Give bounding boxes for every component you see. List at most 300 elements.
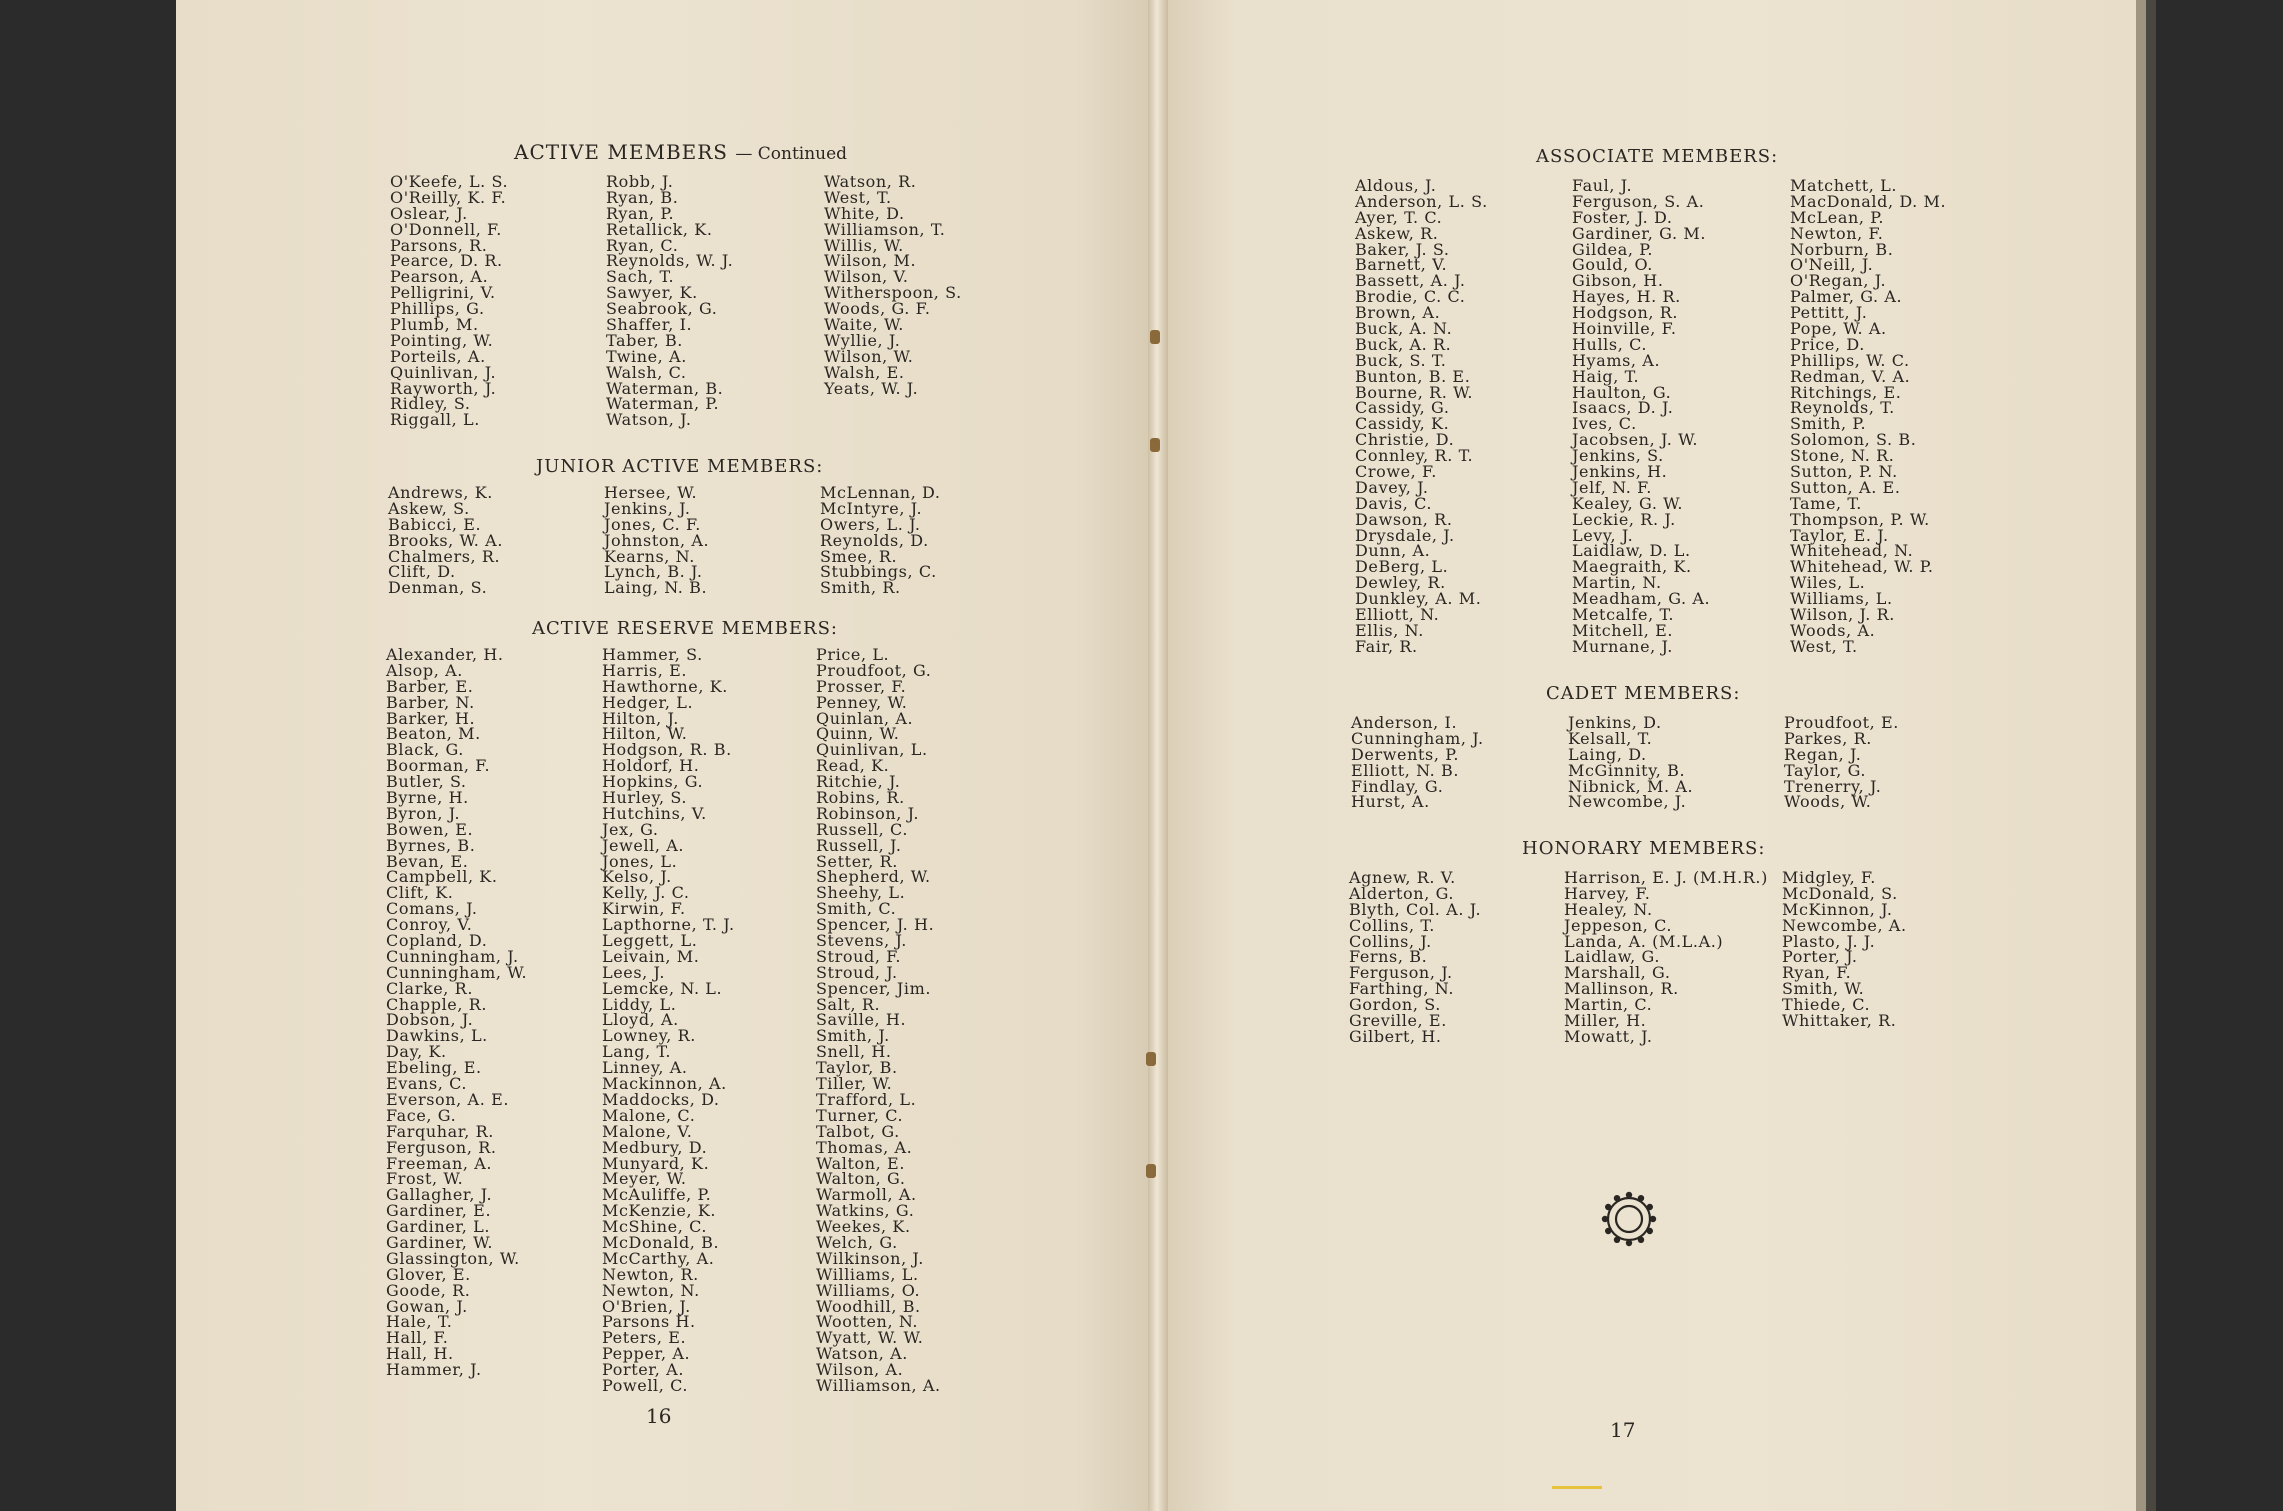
member-name: Metcalfe, T. <box>1572 605 1675 625</box>
member-name: Medbury, D. <box>602 1137 708 1157</box>
member-name: Hammer, S. <box>602 645 703 664</box>
member-name: Mowatt, J. <box>1564 1026 1653 1046</box>
member-name: Stevens, J. <box>816 931 907 951</box>
member-name: Ferguson, S. A. <box>1572 191 1705 211</box>
member-name: Davey, J. <box>1355 477 1429 497</box>
member-name: Brodie, C. C. <box>1355 287 1466 307</box>
member-name: Hodgson, R. <box>1572 303 1679 323</box>
active-col-2 <box>606 174 733 428</box>
member-name: Cassidy, K. <box>1355 414 1450 434</box>
member-name: Turner, C. <box>816 1105 904 1125</box>
member-name: Frost, W. <box>386 1169 464 1189</box>
member-name: Newton, F. <box>1790 223 1884 243</box>
member-name: Hilton, W. <box>602 724 688 744</box>
member-name: Norburn, B. <box>1790 239 1894 259</box>
member-name: Walton, E. <box>816 1153 906 1173</box>
member-name: Dawson, R. <box>1355 509 1453 529</box>
wreath-ornament-icon <box>1600 1190 1658 1248</box>
member-name: Findlay, G. <box>1351 776 1444 796</box>
member-name: Barker, H. <box>386 708 476 728</box>
member-name: Warmoll, A. <box>816 1185 917 1205</box>
member-name: Plumb, M. <box>390 315 479 335</box>
member-name: Russell, C. <box>816 819 909 839</box>
member-name: McKenzie, K. <box>602 1201 717 1221</box>
member-name: Martin, N. <box>1572 573 1662 593</box>
member-name: Ryan, P. <box>606 203 675 223</box>
member-name: Malone, C. <box>602 1105 696 1125</box>
member-name: Walsh, E. <box>824 362 905 382</box>
member-name: Midgley, F. <box>1782 868 1876 887</box>
member-name: Welch, G. <box>816 1232 898 1252</box>
member-name: Lynch, B. J. <box>604 562 703 582</box>
member-name: Hammer, J. <box>386 1360 482 1380</box>
member-name: Askew, R. <box>1355 223 1439 243</box>
member-name: Woods, G. F. <box>824 299 931 319</box>
active-col-1 <box>390 174 508 428</box>
member-name: Wilson, A. <box>816 1360 904 1380</box>
member-name: Jones, C. F. <box>604 514 701 534</box>
member-name: Levy, J. <box>1572 525 1634 545</box>
member-name: Jeppeson, C. <box>1564 915 1673 935</box>
member-name: Hawthorne, K. <box>602 676 728 696</box>
member-name: Willis, W. <box>824 235 904 255</box>
member-name: Landa, A. (M.L.A.) <box>1564 931 1724 951</box>
member-name: Face, G. <box>386 1105 457 1125</box>
member-name: Rayworth, J. <box>390 378 497 398</box>
member-name: Russell, J. <box>816 835 902 855</box>
member-name: O'Donnell, F. <box>390 219 502 239</box>
member-name: Hurley, S. <box>602 788 688 808</box>
junior-col-3 <box>820 485 941 596</box>
member-name: Walton, G. <box>816 1169 906 1189</box>
member-name: Maegraith, K. <box>1572 557 1692 577</box>
member-name: Jelf, N. F. <box>1572 477 1652 497</box>
member-name: White, D. <box>824 203 905 223</box>
member-name: Ferguson, J. <box>1349 963 1453 983</box>
member-name: Dawkins, L. <box>386 1026 488 1046</box>
member-name: Healey, N. <box>1564 899 1653 919</box>
member-name: Phillips, W. C. <box>1790 350 1910 370</box>
member-name: Beaton, M. <box>386 724 481 744</box>
member-name: Cassidy, G. <box>1355 398 1450 418</box>
member-name: Pepper, A. <box>602 1344 691 1364</box>
member-name: Kelsall, T. <box>1568 728 1653 748</box>
member-name: Glover, E. <box>386 1264 471 1284</box>
member-name: Harvey, F. <box>1564 883 1651 903</box>
member-name: Whitehead, W. P. <box>1790 557 1934 577</box>
member-name: Black, G. <box>386 740 464 760</box>
member-name: Seabrook, G. <box>606 299 718 319</box>
member-name: Wilson, W. <box>824 346 914 366</box>
member-name: Gordon, S. <box>1349 995 1441 1015</box>
member-name: Ayer, T. C. <box>1355 207 1443 227</box>
member-name: Hall, H. <box>386 1344 454 1364</box>
member-name: Glassington, W. <box>386 1248 520 1268</box>
member-name: Byrne, H. <box>386 788 469 808</box>
active-members-heading <box>514 140 847 164</box>
yellow-mark <box>1552 1486 1602 1489</box>
member-name: Tiller, W. <box>816 1074 893 1094</box>
member-name: Boorman, F. <box>386 756 491 776</box>
member-name: Hulls, C. <box>1572 334 1648 354</box>
member-name: Taylor, G. <box>1784 760 1867 780</box>
cadet-col-2 <box>1568 715 1693 810</box>
member-name: Faul, J. <box>1572 176 1633 195</box>
member-name: Thiede, C. <box>1782 995 1871 1015</box>
staple-hole <box>1150 438 1160 452</box>
member-name: Wyatt, W. W. <box>816 1328 924 1348</box>
member-name: Hyams, A. <box>1572 350 1661 370</box>
member-name: Hedger, L. <box>602 692 694 712</box>
heading-text: ACTIVE MEMBERS <box>514 140 728 164</box>
member-name: Buck, A. N. <box>1355 319 1453 339</box>
member-name: Malone, V. <box>602 1121 693 1141</box>
member-name: Solomon, S. B. <box>1790 430 1917 450</box>
member-name: Parsons, R. <box>390 235 488 255</box>
honorary-col-1 <box>1349 870 1481 1045</box>
member-name: McIntyre, J. <box>820 498 923 518</box>
member-name: Hutchins, V. <box>602 803 707 823</box>
member-name: Woods, W. <box>1784 792 1872 812</box>
member-name: Proudfoot, E. <box>1784 713 1899 732</box>
member-name: Clift, K. <box>386 883 454 903</box>
member-name: O'Regan, J. <box>1790 271 1887 291</box>
member-name: Barber, N. <box>386 692 475 712</box>
member-name: Trenerry, J. <box>1784 776 1882 796</box>
member-name: Pope, W. A. <box>1790 319 1887 339</box>
member-name: Anderson, I. <box>1351 713 1458 732</box>
reserve-col-2 <box>602 647 735 1394</box>
member-name: Quinn, W. <box>816 724 900 744</box>
member-name: Haig, T. <box>1572 366 1640 386</box>
member-name: Christie, D. <box>1355 430 1455 450</box>
associate-col-1 <box>1355 178 1488 655</box>
member-name: McLennan, D. <box>820 483 941 502</box>
member-name: Lees, J. <box>602 962 666 982</box>
honorary-members-heading: HONORARY MEMBERS: <box>1522 838 1766 859</box>
member-name: Waterman, B. <box>606 378 724 398</box>
member-name: Dobson, J. <box>386 1010 474 1030</box>
member-name: Farthing, N. <box>1349 979 1455 999</box>
member-name: Elliott, N. B. <box>1351 760 1460 780</box>
member-name: Fair, R. <box>1355 636 1418 656</box>
member-name: Goode, R. <box>386 1280 471 1300</box>
member-name: Newton, N. <box>602 1280 700 1300</box>
member-name: Ridley, S. <box>390 394 471 414</box>
member-name: Ferns, B. <box>1349 947 1428 967</box>
member-name: Porter, A. <box>602 1360 684 1380</box>
member-name: Setter, R. <box>816 851 898 871</box>
member-name: Woodhill, B. <box>816 1296 921 1316</box>
cadet-col-3 <box>1784 715 1899 810</box>
member-name: Ryan, B. <box>606 187 679 207</box>
member-name: Laidlaw, D. L. <box>1572 541 1691 561</box>
member-name: Smee, R. <box>820 546 898 566</box>
active-col-3 <box>824 174 962 396</box>
member-name: Regan, J. <box>1784 744 1862 764</box>
member-name: Laing, D. <box>1568 744 1647 764</box>
member-name: Blyth, Col. A. J. <box>1349 899 1482 919</box>
member-name: Taylor, E. J. <box>1790 525 1889 545</box>
cadet-members-heading: CADET MEMBERS: <box>1546 683 1741 704</box>
member-name: Robinson, J. <box>816 803 920 823</box>
member-name: Williams, L. <box>816 1264 919 1284</box>
member-name: McCarthy, A. <box>602 1248 715 1268</box>
member-name: Jex, G. <box>602 819 659 839</box>
page-number-left: 16 <box>646 1404 672 1428</box>
junior-col-2 <box>604 485 709 596</box>
member-name: Hersee, W. <box>604 483 698 502</box>
member-name: Reynolds, W. J. <box>606 251 734 271</box>
member-name: Smith, R. <box>820 578 901 598</box>
member-name: Drysdale, J. <box>1355 525 1455 545</box>
member-name: McDonald, S. <box>1782 883 1898 903</box>
member-name: Comans, J. <box>386 899 478 919</box>
member-name: Elliott, N. <box>1355 605 1440 625</box>
member-name: Lapthorne, T. J. <box>602 915 735 935</box>
member-name: Reynolds, T. <box>1790 398 1895 418</box>
heading-suffix: — Continued <box>735 144 848 164</box>
member-name: O'Keefe, L. S. <box>390 172 509 191</box>
member-name: Parkes, R. <box>1784 728 1872 748</box>
staple-hole <box>1150 330 1160 344</box>
member-name: Wilkinson, J. <box>816 1248 924 1268</box>
member-name: Wootten, N. <box>816 1312 919 1332</box>
member-name: McLean, P. <box>1790 207 1885 227</box>
member-name: McDonald, B. <box>602 1232 720 1252</box>
member-name: Jacobsen, J. W. <box>1572 430 1699 450</box>
member-name: Palmer, G. A. <box>1790 287 1903 307</box>
member-name: Derwents, P. <box>1351 744 1460 764</box>
member-name: Jenkins, S. <box>1572 446 1664 466</box>
member-name: Clarke, R. <box>386 978 474 998</box>
member-name: DeBerg, L. <box>1355 557 1449 577</box>
member-name: Chalmers, R. <box>388 546 501 566</box>
member-name: Robins, R. <box>816 788 905 808</box>
member-name: Byron, J. <box>386 803 461 823</box>
member-name: Whittaker, R. <box>1782 1011 1897 1031</box>
member-name: Wilson, M. <box>824 251 917 271</box>
member-name: Thompson, P. W. <box>1790 509 1930 529</box>
member-name: Retallick, K. <box>606 219 713 239</box>
honorary-col-2 <box>1564 870 1768 1045</box>
member-name: Nibnick, M. A. <box>1568 776 1694 796</box>
member-name: Laidlaw, G. <box>1564 947 1661 967</box>
member-name: Butler, S. <box>386 772 467 792</box>
member-name: Bassett, A. J. <box>1355 271 1466 291</box>
member-name: Gildea, P. <box>1572 239 1654 259</box>
member-name: Powell, C. <box>602 1375 689 1395</box>
junior-members-heading: JUNIOR ACTIVE MEMBERS: <box>536 456 824 477</box>
member-name: Holdorf, H. <box>602 756 700 776</box>
member-name: Askew, S. <box>388 498 470 518</box>
member-name: Anderson, L. S. <box>1355 191 1488 211</box>
member-name: Read, K. <box>816 756 890 776</box>
member-name: Jewell, A. <box>602 835 685 855</box>
member-name: Riggall, L. <box>390 410 480 430</box>
member-name: Watson, J. <box>606 410 692 430</box>
member-name: Williamson, A. <box>816 1375 941 1395</box>
member-name: Barnett, V. <box>1355 255 1448 275</box>
member-name: Owers, L. J. <box>820 514 921 534</box>
member-name: Foster, J. D. <box>1572 207 1673 227</box>
member-name: Stroud, F. <box>816 946 902 966</box>
member-name: Jones, L. <box>602 851 678 871</box>
member-name: Dunkley, A. M. <box>1355 589 1482 609</box>
member-name: Bunton, B. E. <box>1355 366 1471 386</box>
member-name: Denman, S. <box>388 578 488 598</box>
member-name: MacDonald, D. M. <box>1790 191 1947 211</box>
member-name: Buck, A. R. <box>1355 334 1452 354</box>
member-name: Brown, A. <box>1355 303 1441 323</box>
member-name: Hall, F. <box>386 1328 449 1348</box>
member-name: Conroy, V. <box>386 915 473 935</box>
member-name: Bourne, R. W. <box>1355 382 1474 402</box>
member-name: Ives, C. <box>1572 414 1637 434</box>
member-name: Watkins, G. <box>816 1201 915 1221</box>
member-name: Davis, C. <box>1355 493 1433 513</box>
member-name: Alsop, A. <box>386 660 463 680</box>
member-name: Sawyer, K. <box>606 283 698 303</box>
member-name: Penney, W. <box>816 692 908 712</box>
member-name: Bevan, E. <box>386 851 469 871</box>
member-name: Yeats, W. J. <box>824 378 919 398</box>
member-name: Weekes, K. <box>816 1217 911 1237</box>
member-name: Maddocks, D. <box>602 1089 720 1109</box>
member-name: Watson, R. <box>824 172 917 191</box>
member-name: Miller, H. <box>1564 1011 1647 1031</box>
member-name: Quinlan, A. <box>816 708 914 728</box>
member-name: Snell, H. <box>816 1042 892 1062</box>
member-name: Taylor, B. <box>816 1058 898 1078</box>
member-name: Witherspoon, S. <box>824 283 962 303</box>
member-name: Hopkins, G. <box>602 772 704 792</box>
member-name: Newcombe, A. <box>1782 915 1907 935</box>
member-name: Evans, C. <box>386 1074 468 1094</box>
member-name: Day, K. <box>386 1042 447 1062</box>
member-name: Gallagher, J. <box>386 1185 493 1205</box>
member-name: Gowan, J. <box>386 1296 468 1316</box>
member-name: Smith, P. <box>1790 414 1867 434</box>
member-name: Hoinville, F. <box>1572 319 1677 339</box>
member-name: Campbell, K. <box>386 867 498 887</box>
member-name: Meadham, G. A. <box>1572 589 1711 609</box>
member-name: Freeman, A. <box>386 1153 493 1173</box>
member-name: Johnston, A. <box>604 530 710 550</box>
member-name: McGinnity, B. <box>1568 760 1686 780</box>
member-name: Pointing, W. <box>390 330 494 350</box>
member-name: Crowe, F. <box>1355 462 1437 482</box>
member-name: Shaffer, I. <box>606 315 693 335</box>
member-name: West, T. <box>1790 636 1858 656</box>
member-name: Leckie, R. J. <box>1572 509 1676 529</box>
member-name: Collins, J. <box>1349 931 1432 951</box>
member-name: Gardiner, G. M. <box>1572 223 1707 243</box>
member-name: Mitchell, E. <box>1572 620 1674 640</box>
member-name: Martin, C. <box>1564 995 1653 1015</box>
member-name: Ellis, N. <box>1355 620 1424 640</box>
member-name: Lowney, R. <box>602 1026 696 1046</box>
member-name: Proudfoot, G. <box>816 660 932 680</box>
member-name: Murnane, J. <box>1572 636 1673 656</box>
member-name: Munyard, K. <box>602 1153 710 1173</box>
member-name: Sheehy, L. <box>816 883 906 903</box>
member-name: Mallinson, R. <box>1564 979 1679 999</box>
member-name: Quinlivan, J. <box>390 362 497 382</box>
member-name: Ryan, F. <box>1782 963 1852 983</box>
member-name: Marshall, G. <box>1564 963 1671 983</box>
member-name: Spencer, Jim. <box>816 978 932 998</box>
junior-col-1 <box>388 485 503 596</box>
member-name: Dewley, R. <box>1355 573 1446 593</box>
member-name: Spencer, J. H. <box>816 915 935 935</box>
member-name: Lemcke, N. L. <box>602 978 723 998</box>
member-name: Pearce, D. R. <box>390 251 503 271</box>
member-name: Sach, T. <box>606 267 675 287</box>
member-name: Sutton, P. N. <box>1790 462 1898 482</box>
member-name: Agnew, R. V. <box>1349 868 1456 887</box>
member-name: Price, D. <box>1790 334 1865 354</box>
associate-col-2 <box>1572 178 1710 655</box>
member-name: Smith, W. <box>1782 979 1865 999</box>
member-name: Parsons H. <box>602 1312 696 1332</box>
member-name: Barber, E. <box>386 676 474 696</box>
member-name: Cunningham, J. <box>1351 728 1484 748</box>
member-name: Williamson, T. <box>824 219 946 239</box>
member-name: Meyer, W. <box>602 1169 687 1189</box>
member-name: Tame, T. <box>1790 493 1862 513</box>
member-name: Alexander, H. <box>386 645 504 664</box>
member-name: Waite, W. <box>824 315 904 335</box>
honorary-col-3 <box>1782 870 1907 1029</box>
member-name: Phillips, G. <box>390 299 485 319</box>
member-name: Thomas, A. <box>816 1137 913 1157</box>
member-name: Gardiner, L. <box>386 1217 491 1237</box>
member-name: West, T. <box>824 187 892 207</box>
member-name: McShine, C. <box>602 1217 708 1237</box>
member-name: Trafford, L. <box>816 1089 917 1109</box>
member-name: Woods, A. <box>1790 620 1876 640</box>
member-name: Taber, B. <box>606 330 683 350</box>
member-name: Everson, A. E. <box>386 1089 510 1109</box>
reserve-members-heading: ACTIVE RESERVE MEMBERS: <box>532 618 838 639</box>
member-name: Watson, A. <box>816 1344 908 1364</box>
member-name: Gould, O. <box>1572 255 1653 275</box>
member-name: Kearns, N. <box>604 546 695 566</box>
page-number-right: 17 <box>1610 1418 1636 1442</box>
member-name: Hurst, A. <box>1351 792 1430 812</box>
member-name: Twine, A. <box>606 346 687 366</box>
member-name: Waterman, P. <box>606 394 720 414</box>
member-name: Leivain, M. <box>602 946 700 966</box>
member-name: O'Brien, J. <box>602 1296 691 1316</box>
member-name: Brooks, W. A. <box>388 530 504 550</box>
member-name: Stubbings, C. <box>820 562 937 582</box>
member-name: Baker, J. S. <box>1355 239 1450 259</box>
member-name: Newton, R. <box>602 1264 699 1284</box>
member-name: Ryan, C. <box>606 235 679 255</box>
member-name: Wilson, J. R. <box>1790 605 1895 625</box>
member-name: Reynolds, D. <box>820 530 929 550</box>
member-name: Greville, E. <box>1349 1011 1447 1031</box>
member-name: Ritchie, J. <box>816 772 901 792</box>
member-name: Andrews, K. <box>388 483 493 502</box>
member-name: Smith, J. <box>816 1026 890 1046</box>
cadet-col-1 <box>1351 715 1484 810</box>
member-name: Gardiner, W. <box>386 1232 494 1252</box>
member-name: Jenkins, D. <box>1568 713 1662 732</box>
member-name: Laing, N. B. <box>604 578 708 598</box>
